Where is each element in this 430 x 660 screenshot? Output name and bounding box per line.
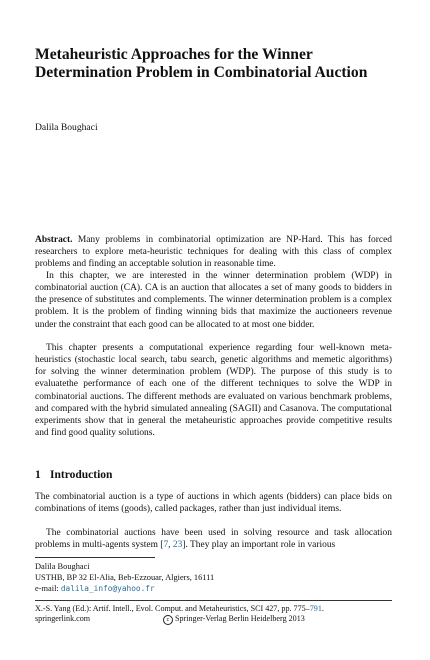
author-name: Dalila Boughaci	[35, 122, 98, 133]
affiliation-address: USTHB, BP 32 El-Alia, Beb-Ezzouar, Algiers, 16111	[35, 572, 215, 582]
intro-paragraph-1: The combinatorial auction is a type of auctions in which agents (bidders) can place bids on combinations of items (goods), called packages, rather than just individual items.	[35, 492, 392, 515]
footer-page-link[interactable]: 791	[309, 604, 322, 613]
abstract-text: Many problems in combinatorial optimization are NP-Hard. This has forced researchers to explore meta-heuristic techniques for dealing with this class of complex problems and finding an acceptable solution in reasonable time.	[35, 235, 392, 270]
footer-site: springerlink.com	[35, 614, 91, 624]
intro-text-before: The combinatorial auctions have been used in solving resource and task allocation problems in multi-agents system [	[35, 528, 392, 551]
email-link[interactable]: dalila_info@yahoo.fr	[60, 583, 155, 593]
email-label: e-mail:	[35, 583, 61, 593]
citation-link-23[interactable]: 23	[172, 540, 183, 551]
affiliation-block	[35, 562, 214, 594]
footer-copyright-text: Springer-Verlag Berlin Heidelberg 2013	[175, 614, 305, 624]
section-number: 1	[35, 469, 41, 481]
affiliation-name: Dalila Boughaci	[35, 562, 90, 571]
footer-citation-text: X.-S. Yang (Ed.): Artif. Intell., Evol. Comput. and Metaheuristics, SCI 427, pp. 775–	[35, 604, 310, 613]
abstract-paragraph-2: In this chapter, we are interested in the winner determination problem (WDP) in combinatorial auction (CA). CA is an auction that allocates a set of many goods to bidders in the presence of substitutes and complements. The winner determination problem is a complex problem. It is the problem of finding winning bids that maximize the auctioneers revenue under the constraint that each good can be allocated to at most one bidder.	[35, 271, 392, 330]
intro-text-after: ]. They play an important role in various	[182, 540, 336, 551]
abstract-paragraph	[35, 234, 392, 270]
footer-citation	[35, 604, 392, 614]
paper-title: Metaheuristic Approaches for the Winner Determination Problem in Combinatorial Auction	[35, 46, 368, 81]
footer-publisher-line	[35, 614, 392, 624]
citation-link-7[interactable]: 7	[163, 540, 169, 551]
copyright-icon: c	[163, 615, 173, 625]
affiliation-email-line	[35, 584, 214, 595]
abstract-paragraph-3: This chapter presents a computational experience regarding four well-known meta-heuristics (stochastic local search, tabu search, genetic algorithms and memetic algorithms) for solving the winner determination problem (WDP). The purpose of this study is to evaluatethe performance of each one of the different techniques to solve the WDP in combinatorial auctions. The different methods are evaluated on various benchmark problems, and compared with the hybrid simulated annealing (SAGII) and Casanova. The computational experiments show that in general the metaheuristic approaches provide competitive results and find good quality solutions.	[35, 343, 392, 439]
footer-divider	[35, 600, 392, 601]
intro-paragraph-2	[35, 527, 392, 551]
footer-copyright	[163, 614, 305, 625]
abstract-label: Abstract.	[35, 235, 73, 245]
citation-separator: ,	[168, 540, 173, 551]
footer-citation-end: .	[321, 604, 324, 613]
footnote-divider	[35, 557, 155, 558]
section-title: Introduction	[50, 469, 113, 481]
section-heading	[35, 468, 112, 482]
page-footer	[35, 604, 392, 624]
